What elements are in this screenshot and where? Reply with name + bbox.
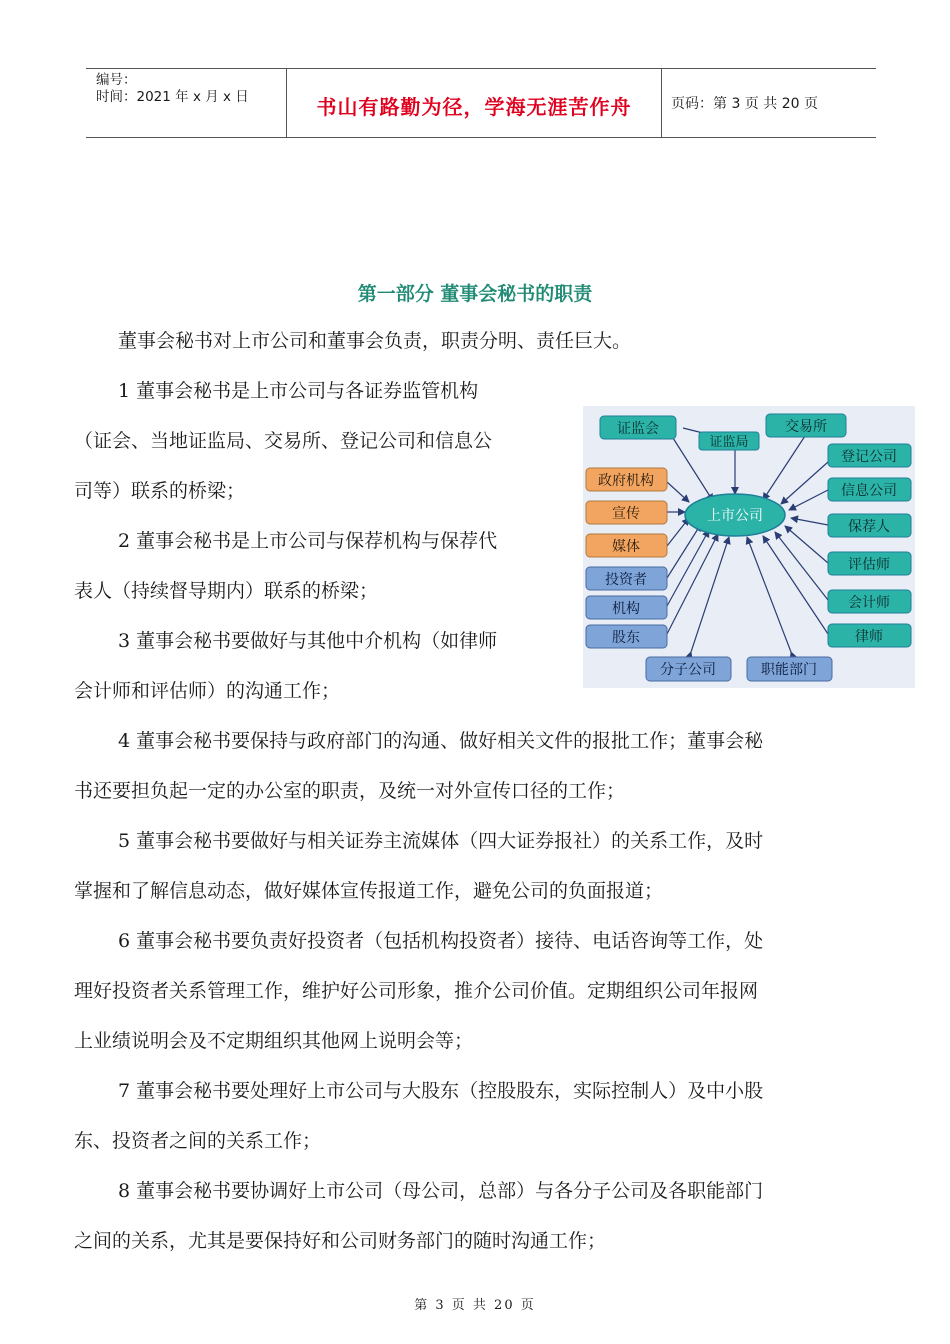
item-1 — [74, 366, 492, 516]
item-1-line-1: 1 董事会秘书是上市公司与各证券监管机构 — [118, 380, 479, 402]
item-7-line-1: 7 董事会秘书要处理好上市公司与大股东（控股股东，实际控制人）及中小股 — [118, 1080, 764, 1102]
diagram-edges — [667, 428, 828, 652]
item-8 — [74, 1166, 763, 1266]
node-xxgs-label: 信息公司 — [841, 483, 897, 499]
item-8-line-2: 之间的关系，尤其是要保持好和公司财务部门的随时沟通工作； — [74, 1230, 607, 1252]
node-xc-label: 宣传 — [612, 506, 640, 522]
edge-pgs — [785, 526, 828, 563]
header-motto: 书山有路勤为径，学海无涯苦作舟 — [316, 95, 632, 119]
edge-jys — [763, 436, 805, 500]
node-bjr-label: 保荐人 — [848, 519, 890, 535]
item-5-line-1: 5 董事会秘书要做好与相关证券主流媒体（四大证券报社）的关系工作，及时 — [118, 830, 764, 852]
item-1-line-2: （证会、当地证监局、交易所、登记公司和信息公 — [74, 430, 493, 452]
node-fzgs-label: 分子公司 — [660, 662, 716, 678]
relationship-diagram-svg — [583, 406, 915, 688]
item-3-line-2: 会计师和评估师）的沟通工作； — [74, 680, 341, 702]
node-jys-label: 交易所 — [785, 419, 827, 435]
header-motto-cell — [286, 69, 662, 137]
item-4-line-2: 书还要担负起一定的办公室的职责，及统一对外宣传口径的工作； — [74, 780, 626, 802]
node-pgs-label: 评估师 — [848, 557, 890, 573]
item-6-line-1: 6 董事会秘书要负责好投资者（包括机构投资者）接待、电话咨询等工作，处 — [118, 930, 764, 952]
page-header — [86, 68, 876, 138]
node-jg-label: 机构 — [612, 601, 640, 617]
header-meta — [86, 69, 286, 137]
node-gd-label: 股东 — [612, 630, 640, 646]
node-ls-label: 律师 — [855, 629, 883, 645]
node-zjj-label: 证监局 — [709, 435, 749, 450]
center-node-label: 上市公司 — [707, 508, 763, 524]
edge-ls — [763, 536, 828, 634]
node-tzz-label: 投资者 — [605, 572, 647, 588]
section-title: 第一部分 董事会秘书的职责 — [357, 283, 593, 305]
intro-paragraph — [74, 316, 631, 366]
header-page-number: 页码：第 3 页 共 20 页 — [671, 96, 818, 112]
item-6-line-3: 上业绩说明会及不定期组织其他网上说明会等； — [74, 1030, 474, 1052]
item-2 — [74, 516, 497, 616]
edge-fzgs — [691, 537, 729, 652]
item-8-line-1: 8 董事会秘书要协调好上市公司（母公司，总部）与各分子公司及各职能部门 — [118, 1180, 764, 1202]
node-zjh-label: 证监会 — [617, 421, 659, 437]
item-2-line-1: 2 董事会秘书是上市公司与保荐机构与保荐代 — [118, 530, 498, 552]
edge-xxgs — [789, 490, 828, 510]
item-5-line-2: 掌握和了解信息动态，做好媒体宣传报道工作，避免公司的负面报道； — [74, 880, 664, 902]
node-kjs-label: 会计师 — [848, 595, 890, 611]
item-4 — [74, 716, 763, 816]
node-zfjg-label: 政府机构 — [598, 473, 654, 489]
node-znbm-label: 职能部门 — [761, 662, 817, 678]
intro-line: 董事会秘书对上市公司和董事会负责，职责分明、责任巨大。 — [118, 330, 632, 352]
header-time: 时间：2021 年 x 月 x 日 — [96, 89, 249, 105]
edge-gd — [667, 534, 718, 634]
edge-tzz — [667, 524, 701, 578]
item-6-line-2: 理好投资者关系管理工作，维护好公司形象，推介公司价值。定期组织公司年报网 — [74, 980, 759, 1002]
edge-mt — [667, 518, 689, 546]
item-3-line-1: 3 董事会秘书要做好与其他中介机构（如律师 — [118, 630, 498, 652]
item-5 — [74, 816, 763, 916]
edge-djgs — [781, 462, 828, 504]
item-1-line-3: 司等）联系的桥梁； — [74, 480, 246, 502]
item-3 — [74, 616, 497, 716]
edge-zfjg — [667, 482, 689, 502]
node-mt-label: 媒体 — [612, 539, 640, 555]
node-djgs-label: 登记公司 — [841, 449, 897, 465]
relationship-diagram — [583, 406, 915, 688]
item-7-line-2: 东、投资者之间的关系工作； — [74, 1130, 322, 1152]
item-6 — [74, 916, 763, 1066]
edge-bjr — [791, 518, 828, 525]
item-4-line-1: 4 董事会秘书要保持与政府部门的沟通、做好相关文件的报批工作；董事会秘 — [118, 730, 764, 752]
edge-znbm — [747, 537, 791, 652]
item-2-line-2: 表人（持续督导期内）联系的桥梁； — [74, 580, 379, 602]
item-7 — [74, 1066, 763, 1166]
header-number: 编号： — [96, 72, 137, 88]
page-footer: 第 3 页 共 20 页 — [414, 1298, 536, 1313]
